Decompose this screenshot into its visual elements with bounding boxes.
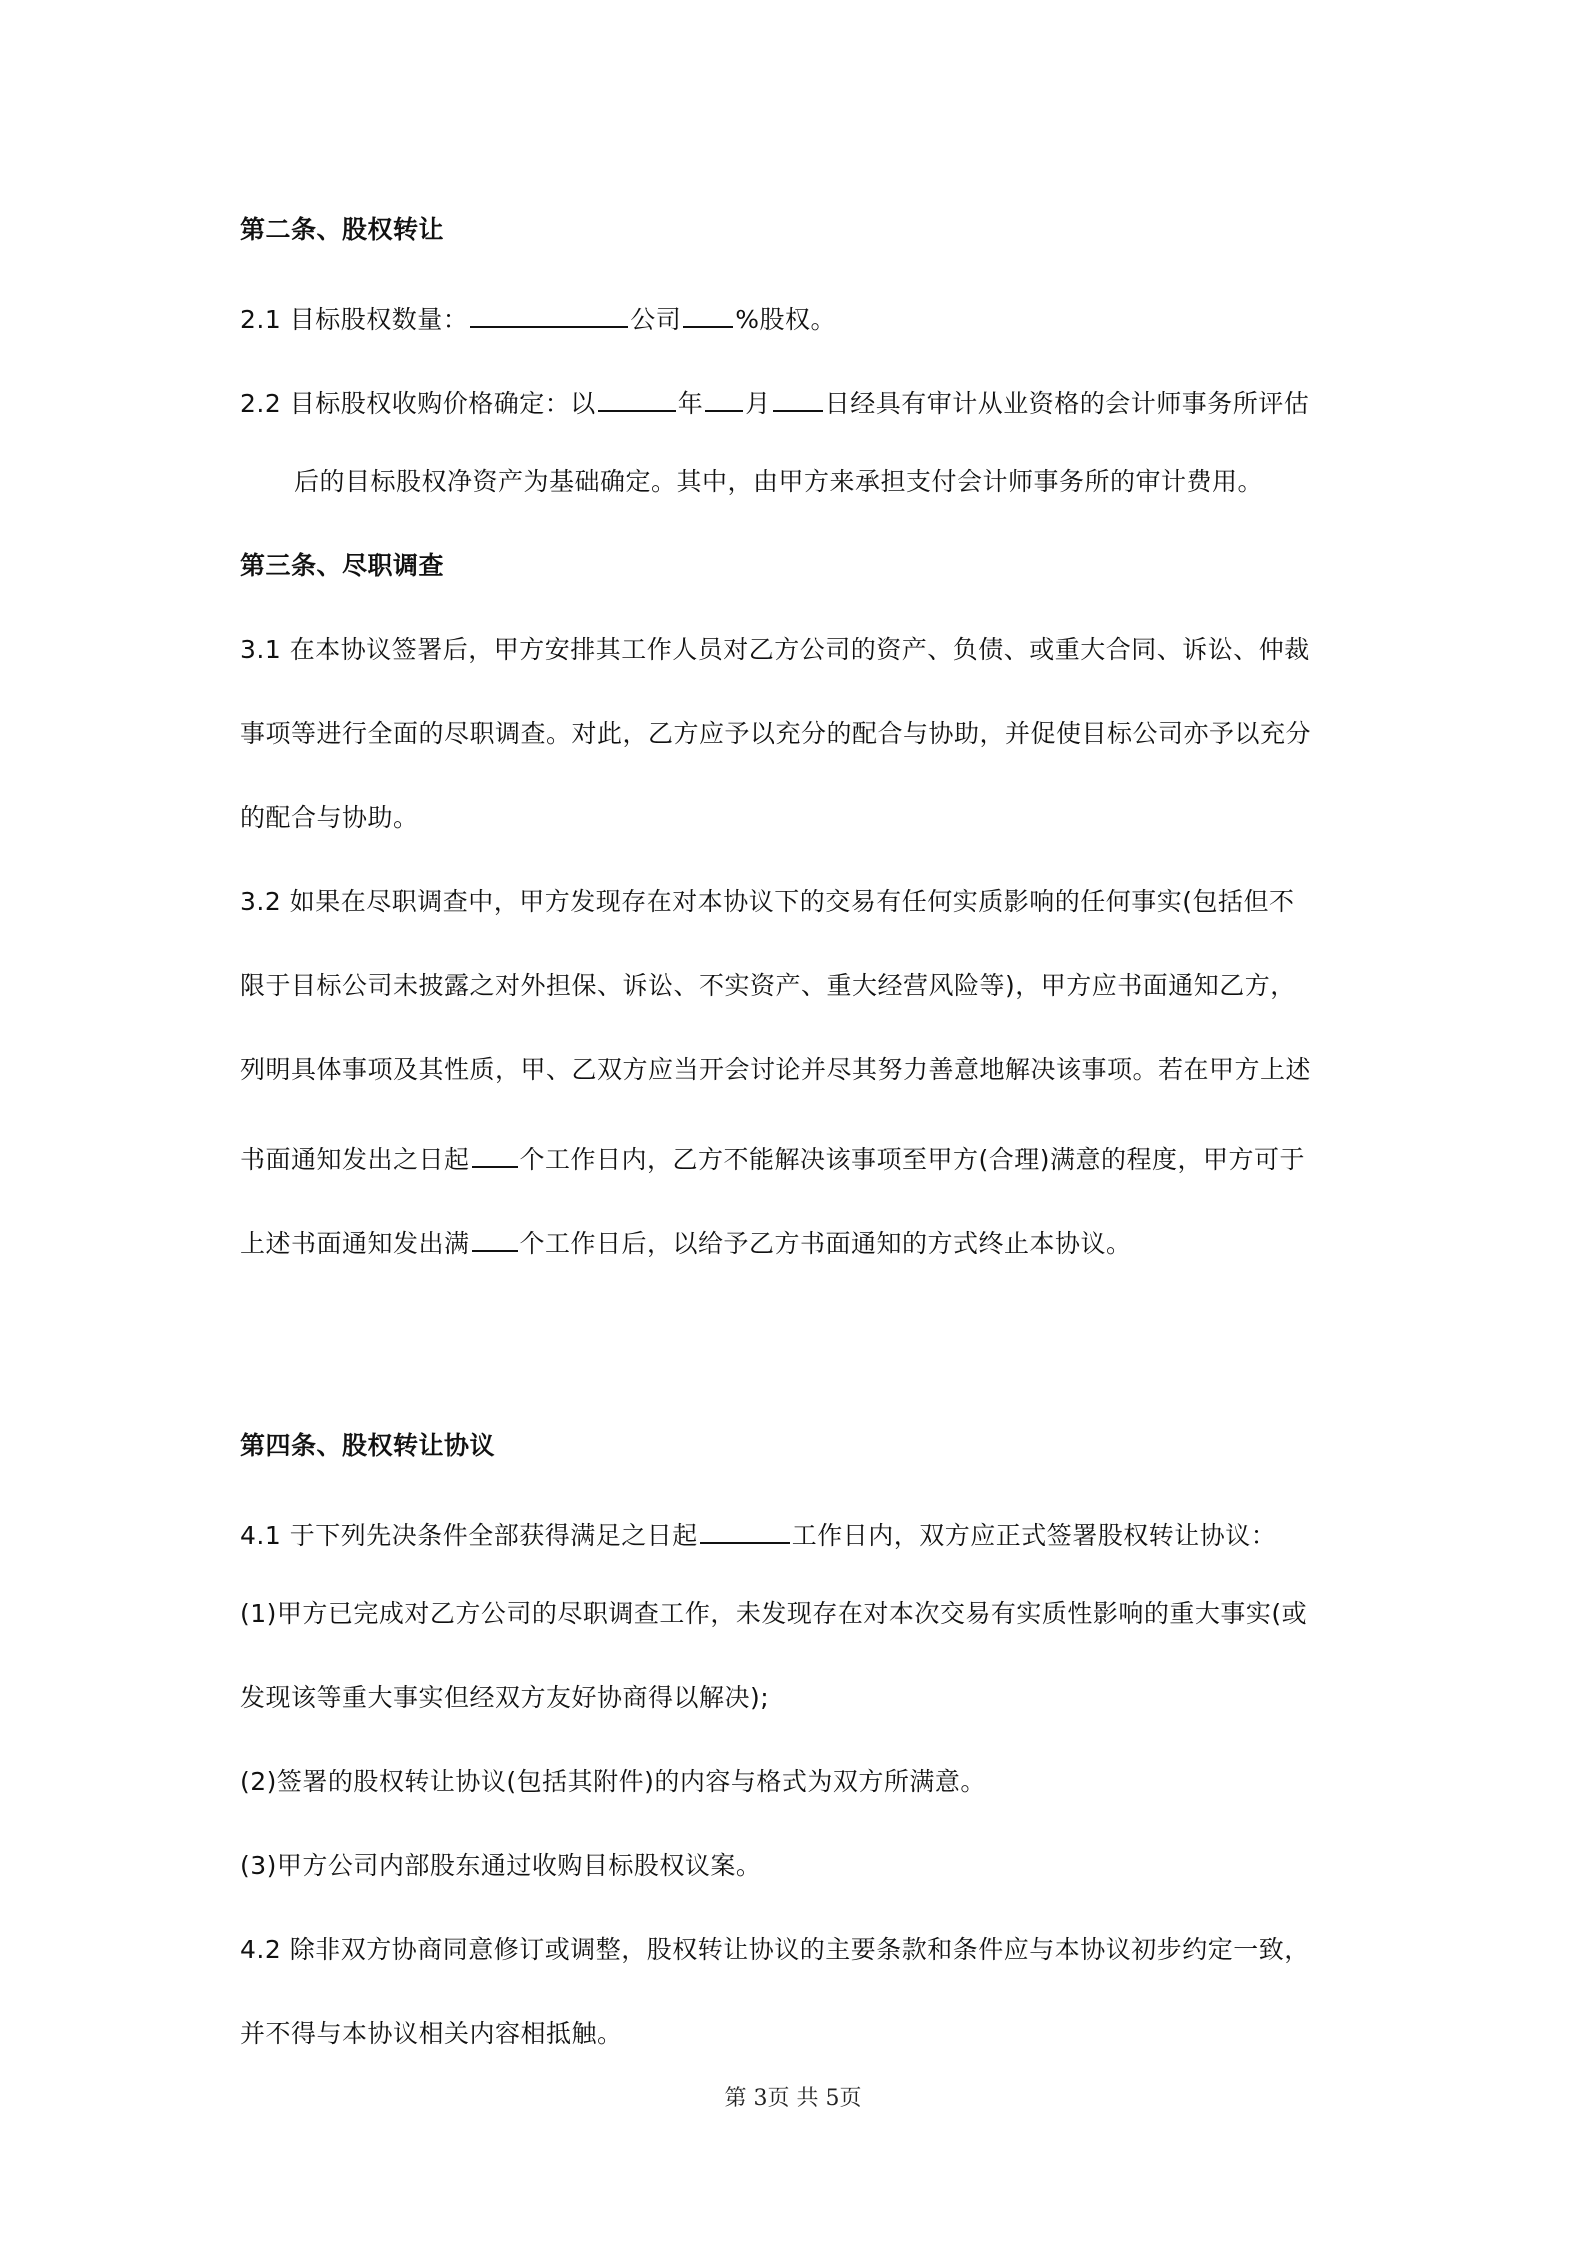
- condition-1-line1: (1)甲方已完成对乙方公司的尽职调查工作，未发现存在对本次交易有实质性影响的重大事实(或: [240, 1599, 1308, 1628]
- clause-text: %股权。: [735, 305, 836, 334]
- fill-blank-workdays: [472, 1220, 518, 1252]
- fill-blank-year: [598, 380, 676, 412]
- clause-text: 年: [677, 389, 704, 418]
- clause-text: 4.1 于下列先决条件全部获得满足之日起: [240, 1521, 698, 1550]
- clause-3-1-line1: 3.1 在本协议签署后，甲方安排其工作人员对乙方公司的资产、负债、或重大合同、诉讼、仲裁: [240, 635, 1310, 664]
- clause-3-2-line3: 列明具体事项及其性质，甲、乙双方应当开会讨论并尽其努力善意地解决该事项。若在甲方上述: [240, 1055, 1312, 1084]
- clause-text: 书面通知发出之日起: [240, 1145, 470, 1174]
- clause-3-2-line1: 3.2 如果在尽职调查中，甲方发现存在对本协议下的交易有任何实质影响的任何事实(包括但不: [240, 887, 1295, 916]
- section-2-title: 第二条、股权转让: [240, 215, 445, 244]
- fill-blank-month: [705, 380, 743, 412]
- clause-4-2-line1: 4.2 除非双方协商同意修订或调整，股权转让协议的主要条款和条件应与本协议初步约定一致，: [240, 1935, 1310, 1964]
- fill-blank-day: [773, 380, 823, 412]
- clause-text: 日经具有审计从业资格的会计师事务所评估: [824, 389, 1310, 418]
- clause-text: 个工作日内，乙方不能解决该事项至甲方(合理)满意的程度，甲方可于: [519, 1145, 1306, 1174]
- clause-3-2-line2: 限于目标公司未披露之对外担保、诉讼、不实资产、重大经营风险等)，甲方应书面通知乙方，: [240, 971, 1296, 1000]
- clause-3-2-line5: [240, 1220, 1132, 1262]
- clause-text: 2.1 目标股权数量：: [240, 305, 469, 334]
- condition-2: (2)签署的股权转让协议(包括其附件)的内容与格式为双方所满意。: [240, 1767, 986, 1796]
- clause-2-1: [240, 296, 836, 338]
- clause-text: 工作日内，双方应正式签署股权转让协议：: [791, 1521, 1277, 1550]
- clause-text: 月: [745, 389, 771, 418]
- clause-text: 上述书面通知发出满: [240, 1229, 470, 1258]
- fill-blank-workdays: [700, 1512, 790, 1544]
- clause-3-1-line2: 事项等进行全面的尽职调查。对此，乙方应予以充分的配合与协助，并促使目标公司亦予以充分: [240, 719, 1312, 748]
- clause-text: 公司: [630, 305, 682, 334]
- clause-text: 个工作日后，以给予乙方书面通知的方式终止本协议。: [519, 1229, 1132, 1258]
- clause-4-1: [240, 1512, 1276, 1554]
- page-footer: 第 3页 共 5页: [724, 2086, 862, 2111]
- fill-blank-percent: [683, 296, 733, 328]
- clause-2-2-cont: 后的目标股权净资产为基础确定。其中，由甲方来承担支付会计师事务所的审计费用。: [294, 467, 1264, 496]
- clause-3-1-line3: 的配合与协助。: [240, 803, 419, 832]
- clause-4-2-line2: 并不得与本协议相关内容相抵触。: [240, 2019, 623, 2048]
- condition-1-line2: 发现该等重大事实但经双方友好协商得以解决);: [240, 1683, 770, 1712]
- condition-3: (3)甲方公司内部股东通过收购目标股权议案。: [240, 1851, 762, 1880]
- section-4-title: 第四条、股权转让协议: [240, 1431, 496, 1460]
- clause-2-2: [240, 380, 1309, 422]
- section-3-title: 第三条、尽职调查: [240, 551, 445, 580]
- clause-text: 2.2 目标股权收购价格确定：以: [240, 389, 596, 418]
- fill-blank-company: [470, 296, 628, 328]
- clause-3-2-line4: [240, 1136, 1305, 1178]
- fill-blank-workdays: [472, 1136, 518, 1168]
